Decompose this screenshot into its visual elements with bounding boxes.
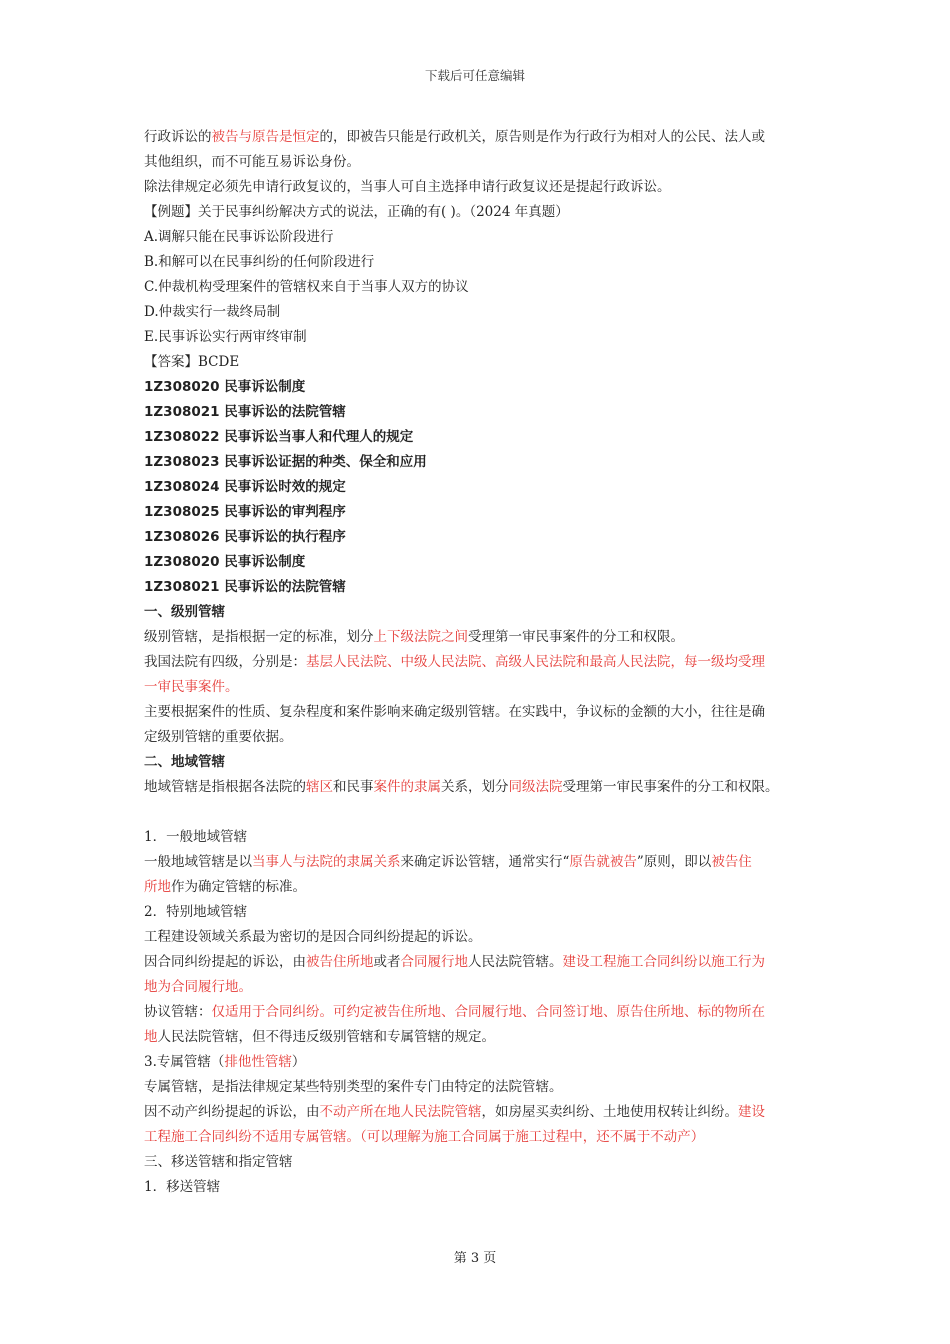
- text-segment: 来确定诉讼管辖，通常实行“: [400, 854, 570, 870]
- section-heading: [144, 750, 824, 775]
- text-segment: 【答案】BCDE: [144, 354, 240, 370]
- text-line: [144, 775, 824, 800]
- text-line: [144, 350, 824, 375]
- text-segment: 受理第一审民事案件的分工和权限。: [562, 779, 779, 795]
- text-segment: 定级别管辖的重要依据。: [144, 729, 293, 745]
- highlighted-text: 被告住所地: [306, 954, 374, 970]
- text-line: [144, 925, 824, 950]
- text-segment: 除法律规定必须先申请行政复议的，当事人可自主选择申请行政复议还是提起行政诉讼。: [144, 179, 671, 195]
- text-line: [144, 200, 824, 225]
- text-segment: 一般地域管辖是以: [144, 854, 252, 870]
- text-segment: 协议管辖：: [144, 1004, 212, 1020]
- text-segment: 地域管辖是指根据各法院的: [144, 779, 306, 795]
- blank-line: [144, 800, 824, 825]
- highlighted-text: 排他性管辖: [224, 1054, 292, 1070]
- text-line: [144, 725, 824, 750]
- text-segment: 工程建设领域关系最为密切的是因合同纠纷提起的诉讼。: [144, 929, 482, 945]
- text-segment: 三、移送管辖和指定管辖: [144, 1154, 293, 1170]
- text-line: [144, 850, 824, 875]
- text-line: [144, 1125, 824, 1150]
- section-heading: [144, 375, 824, 400]
- text-segment: 我国法院有四级，分别是：: [144, 654, 306, 670]
- section-heading: [144, 575, 824, 600]
- text-line: [144, 675, 824, 700]
- text-segment: 专属管辖，是指法律规定某些特别类型的案件专门由特定的法院管辖。: [144, 1079, 563, 1095]
- text-segment: ，如房屋买卖纠纷、土地使用权转让纠纷。: [481, 1104, 738, 1120]
- section-heading: [144, 600, 824, 625]
- highlighted-text: 仅适用于合同纠纷。可约定被告住所地、合同履行地、合同签订地、原告住所地、标的物所在: [211, 1004, 765, 1020]
- text-segment: 因不动产纠纷提起的诉讼，由: [144, 1104, 320, 1120]
- text-segment: ）: [291, 1054, 306, 1070]
- highlighted-text: 被告与原告是恒定: [211, 129, 320, 145]
- text-segment: 和民事: [333, 779, 374, 795]
- text-segment: 1．一般地域管辖: [144, 829, 248, 845]
- text-segment: ”原则，即以: [636, 854, 712, 870]
- text-segment: D.仲裁实行一裁终局制: [144, 304, 281, 320]
- text-segment: 主要根据案件的性质、复杂程度和案件影响来确定级别管辖。在实践中，争议标的金额的大小，往往是确: [144, 704, 765, 720]
- section-heading: [144, 525, 824, 550]
- section-heading: [144, 400, 824, 425]
- highlighted-text: 地: [144, 1029, 158, 1045]
- highlighted-text: 地为合同履行地。: [144, 979, 252, 995]
- text-line: [144, 900, 824, 925]
- highlighted-text: 原告就被告: [569, 854, 637, 870]
- text-segment: 1Z308021 民事诉讼的法院管辖: [144, 579, 346, 595]
- text-segment: 作为确定管辖的标准。: [171, 879, 306, 895]
- highlighted-text: 被告住: [711, 854, 752, 870]
- text-segment: 1Z308022 民事诉讼当事人和代理人的规定: [144, 429, 414, 445]
- text-line: [144, 650, 824, 675]
- page-header: 下载后可任意编辑: [424, 68, 525, 83]
- text-segment: 其他组织，而不可能互易诉讼身份。: [144, 154, 360, 170]
- text-segment: 一、级别管辖: [144, 604, 225, 620]
- highlighted-text: 建设工程施工合同纠纷以施工行为: [562, 954, 765, 970]
- text-segment: 的，即被告只能是行政机关，原告则是作为行政行为相对人的公民、法人或: [319, 129, 765, 145]
- text-segment: 【例题】关于民事纠纷解决方式的说法，正确的有( )。（2024 年真题）: [144, 204, 569, 220]
- text-line: [144, 150, 824, 175]
- text-segment: 1Z308021 民事诉讼的法院管辖: [144, 404, 346, 420]
- text-line: [144, 1175, 824, 1200]
- text-segment: E.民事诉讼实行两审终审制: [144, 329, 307, 345]
- text-segment: 1．移送管辖: [144, 1179, 221, 1195]
- highlighted-text: 建设: [738, 1104, 765, 1120]
- text-line: [144, 225, 824, 250]
- text-segment: 1Z308020 民事诉讼制度: [144, 379, 306, 395]
- text-line: [144, 825, 824, 850]
- text-segment: 关系，划分: [441, 779, 509, 795]
- section-heading: [144, 475, 824, 500]
- highlighted-text: 工程施工合同纠纷不适用专属管辖。（可以理解为施工合同属于施工过程中，还不属于不动产）: [144, 1129, 705, 1145]
- text-segment: C.仲裁机构受理案件的管辖权来自于当事人双方的协议: [144, 279, 469, 295]
- text-segment: 或者: [373, 954, 401, 970]
- text-segment: 1Z308023 民事诉讼证据的种类、保全和应用: [144, 454, 427, 470]
- section-heading: [144, 550, 824, 575]
- text-line: [144, 275, 824, 300]
- text-segment: B.和解可以在民事纠纷的任何阶段进行: [144, 254, 375, 270]
- text-segment: 受理第一审民事案件的分工和权限。: [468, 629, 684, 645]
- text-segment: 1Z308020 民事诉讼制度: [144, 554, 306, 570]
- text-segment: 行政诉讼的: [144, 129, 212, 145]
- highlighted-text: 一审民事案件。: [144, 679, 239, 695]
- highlighted-text: 合同履行地: [400, 954, 468, 970]
- text-line: [144, 1075, 824, 1100]
- text-segment: 二、地域管辖: [144, 754, 225, 770]
- highlighted-text: 上下级法院之间: [373, 629, 468, 645]
- text-line: [144, 1150, 824, 1175]
- text-line: [144, 950, 824, 975]
- text-line: [144, 975, 824, 1000]
- highlighted-text: 基层人民法院、中级人民法院、高级人民法院和最高人民法院，每一级均受理: [306, 654, 765, 670]
- text-segment: 因合同纠纷提起的诉讼，由: [144, 954, 306, 970]
- text-line: [144, 1050, 824, 1075]
- text-line: [144, 175, 824, 200]
- text-segment: 1Z308024 民事诉讼时效的规定: [144, 479, 346, 495]
- text-line: [144, 1025, 824, 1050]
- highlighted-text: 所地: [144, 879, 171, 895]
- text-line: [144, 125, 824, 150]
- text-line: [144, 625, 824, 650]
- page-number: 第 3 页: [453, 1251, 497, 1266]
- text-line: [144, 325, 824, 350]
- document-body: [144, 125, 824, 1200]
- text-line: [144, 250, 824, 275]
- text-line: [144, 1100, 824, 1125]
- text-line: [144, 875, 824, 900]
- text-segment: 人民法院管辖。: [468, 954, 563, 970]
- text-segment: 1Z308025 民事诉讼的审判程序: [144, 504, 346, 520]
- section-heading: [144, 500, 824, 525]
- text-segment: 3.专属管辖（: [144, 1054, 225, 1070]
- text-segment: 人民法院管辖，但不得违反级别管辖和专属管辖的规定。: [157, 1029, 495, 1045]
- highlighted-text: 案件的隶属: [373, 779, 441, 795]
- highlighted-text: 辖区: [306, 779, 333, 795]
- text-segment: A.调解只能在民事诉讼阶段进行: [144, 229, 334, 245]
- text-segment: 2．特别地域管辖: [144, 904, 248, 920]
- section-heading: [144, 450, 824, 475]
- highlighted-text: 同级法院: [508, 779, 563, 795]
- highlighted-text: 当事人与法院的隶属关系: [252, 854, 401, 870]
- text-segment: 级别管辖，是指根据一定的标准，划分: [144, 629, 374, 645]
- text-line: [144, 300, 824, 325]
- section-heading: [144, 425, 824, 450]
- text-line: [144, 1000, 824, 1025]
- highlighted-text: 不动产所在地人民法院管辖: [319, 1104, 482, 1120]
- text-line: [144, 700, 824, 725]
- text-segment: 1Z308026 民事诉讼的执行程序: [144, 529, 346, 545]
